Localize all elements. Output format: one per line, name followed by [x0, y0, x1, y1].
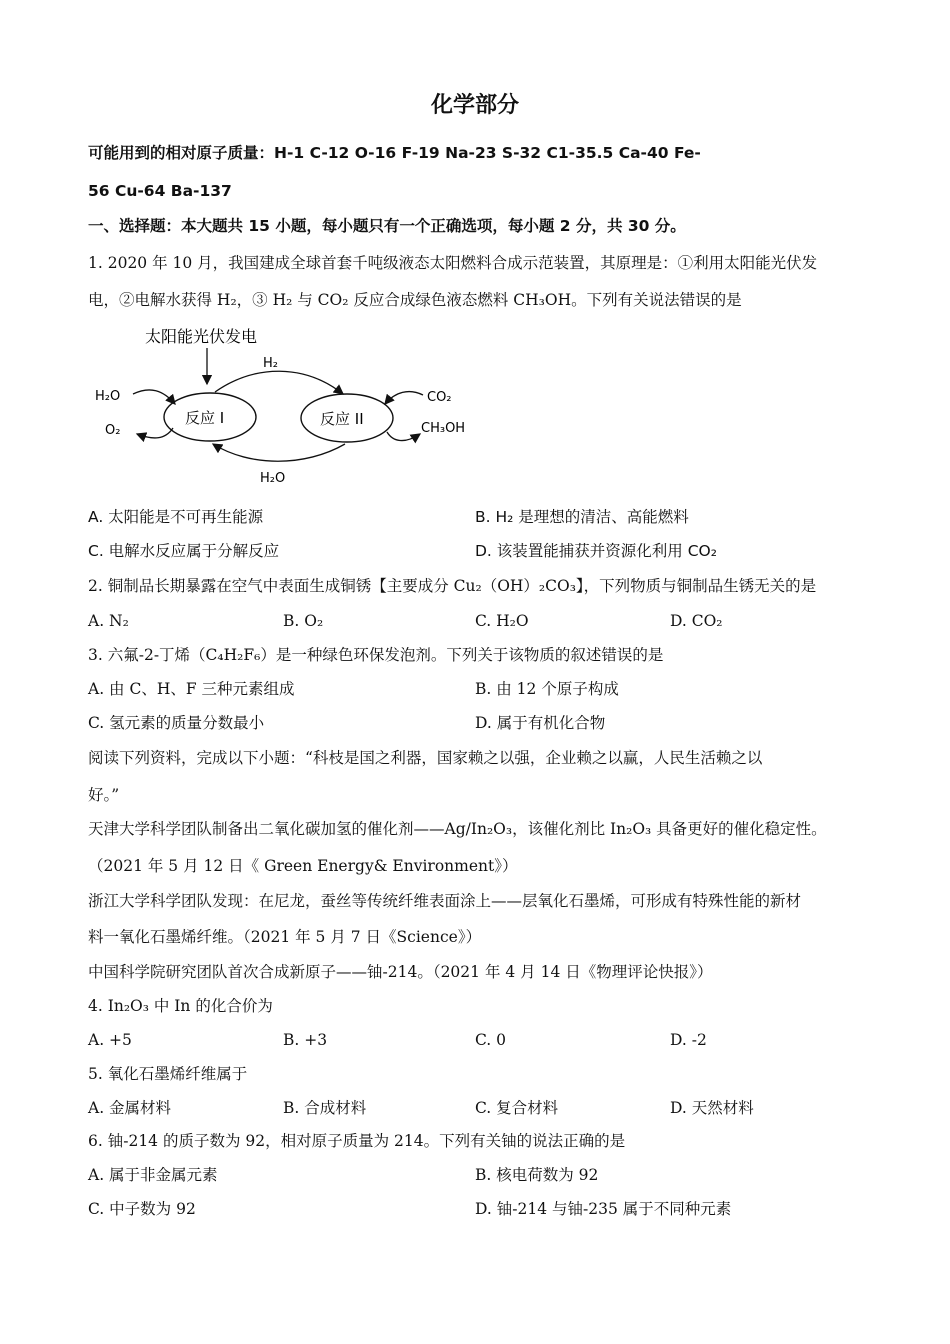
q5-option-a[interactable]: A. 金属材料	[88, 1099, 172, 1117]
q6-option-b[interactable]: B. 核电荷数为 92	[475, 1166, 599, 1184]
q3-option-a[interactable]: A. 由 C、H、F 三种元素组成	[88, 680, 295, 698]
q4-option-d[interactable]: D. -2	[670, 1031, 707, 1049]
solar-fuel-diagram	[95, 322, 495, 487]
ch3oh-right-label: CH₃OH	[421, 421, 466, 436]
q4-stem: 4. In₂O₃ 中 In 的化合价为	[88, 997, 273, 1015]
atomic-masses-line2: 56 Cu-64 Ba-137	[88, 182, 232, 200]
reaction1-label: 反应 I	[185, 409, 225, 427]
reaction2-label: 反应 II	[320, 410, 364, 428]
h2o-bottom-label: H₂O	[260, 471, 286, 486]
q5-option-c[interactable]: C. 复合材料	[475, 1099, 559, 1117]
o2-left-label: O₂	[105, 423, 121, 438]
h2o-bottom-arrow	[213, 444, 345, 461]
q4-option-a[interactable]: A. +5	[88, 1031, 132, 1049]
reading-line6: 料一氧化石墨烯纤维。（2021 年 5 月 7 日《Science》）	[88, 928, 482, 946]
reading-line3: 天津大学科学团队制备出二氧化碳加氢的催化剂——Ag/In₂O₃，该催化剂比 In₂O₃ 具备更好的催化稳定性。	[88, 820, 827, 838]
page-title: 化学部分	[430, 93, 519, 118]
q2-option-c[interactable]: C. H₂O	[475, 612, 529, 630]
reading-line2: 好。”	[88, 786, 120, 804]
q6-option-d[interactable]: D. 铀-214 与铀-235 属于不同种元素	[475, 1200, 732, 1218]
q1-stem-line1: 1. 2020 年 10 月，我国建成全球首套千吨级液态太阳燃料合成示范装置，其原理是：①利用太阳能光伏发	[88, 254, 818, 272]
h2o-in-arrow	[133, 390, 175, 404]
reading-line4: （2021 年 5 月 12 日《 Green Energy& Environment》）	[88, 857, 518, 875]
diagram-top-label: 太阳能光伏发电	[145, 327, 258, 346]
q2-option-a[interactable]: A. N₂	[88, 612, 129, 630]
h2-arrow	[215, 371, 343, 394]
q3-stem: 3. 六氟-2-丁烯（C₄H₂F₆）是一种绿色环保发泡剂。下列关于该物质的叙述错误的是	[88, 646, 664, 664]
q2-option-b[interactable]: B. O₂	[283, 612, 324, 630]
reading-line7: 中国科学院研究团队首次合成新原子——铀-214。（2021 年 4 月 14 日《物理评论快报》）	[88, 963, 713, 981]
q1-option-d[interactable]: D. 该装置能捕获并资源化利用 CO₂	[475, 542, 717, 560]
q1-option-c[interactable]: C. 电解水反应属于分解反应	[88, 542, 280, 560]
q1-option-b[interactable]: B. H₂ 是理想的清洁、高能燃料	[475, 508, 689, 526]
q2-option-d[interactable]: D. CO₂	[670, 612, 723, 630]
reading-line1: 阅读下列资料，完成以下小题：“科枝是国之利器，国家赖之以强，企业赖之以赢，人民生活赖之以	[88, 749, 763, 767]
q1-option-a[interactable]: A. 太阳能是不可再生能源	[88, 508, 264, 526]
q5-stem: 5. 氧化石墨烯纤维属于	[88, 1065, 248, 1083]
q3-option-d[interactable]: D. 属于有机化合物	[475, 714, 606, 732]
o2-out-arrow	[137, 428, 173, 438]
q1-stem-line2: 电，②电解水获得 H₂，③ H₂ 与 CO₂ 反应合成绿色液态燃料 CH₃OH。下列有关说法错误的是	[88, 291, 742, 309]
h2-top-label: H₂	[263, 356, 278, 371]
q6-stem: 6. 铀-214 的质子数为 92，相对原子质量为 214。下列有关铀的说法正确的是	[88, 1132, 626, 1150]
q5-option-d[interactable]: D. 天然材料	[670, 1099, 754, 1117]
q6-option-a[interactable]: A. 属于非金属元素	[88, 1166, 218, 1184]
q6-option-c[interactable]: C. 中子数为 92	[88, 1200, 196, 1218]
q4-option-c[interactable]: C. 0	[475, 1031, 507, 1049]
section1-header: 一、选择题：本大题共 15 小题，每小题只有一个正确选项，每小题 2 分，共 30 分。	[88, 217, 686, 235]
h2o-left-label: H₂O	[95, 389, 121, 404]
reading-line5: 浙江大学科学团队发现：在尼龙，蚕丝等传统纤维表面涂上——层氧化石墨烯，可形成有特殊性能的新材	[88, 892, 802, 910]
q3-option-c[interactable]: C. 氢元素的质量分数最小	[88, 714, 265, 732]
atomic-masses-line1: 可能用到的相对原子质量：H-1 C-12 O-16 F-19 Na-23 S-32 C1-35.5 Ca-40 Fe-	[88, 144, 701, 162]
co2-right-label: CO₂	[427, 390, 452, 405]
q4-option-b[interactable]: B. +3	[283, 1031, 328, 1049]
q3-option-b[interactable]: B. 由 12 个原子构成	[475, 680, 619, 698]
q5-option-b[interactable]: B. 合成材料	[283, 1099, 367, 1117]
co2-in-arrow	[385, 392, 423, 404]
ch3oh-out-arrow	[387, 432, 420, 441]
q2-stem: 2. 铜制品长期暴露在空气中表面生成铜锈【主要成分 Cu₂（OH）₂CO₃】，下列物质与铜制品生锈无关的是	[88, 577, 817, 595]
